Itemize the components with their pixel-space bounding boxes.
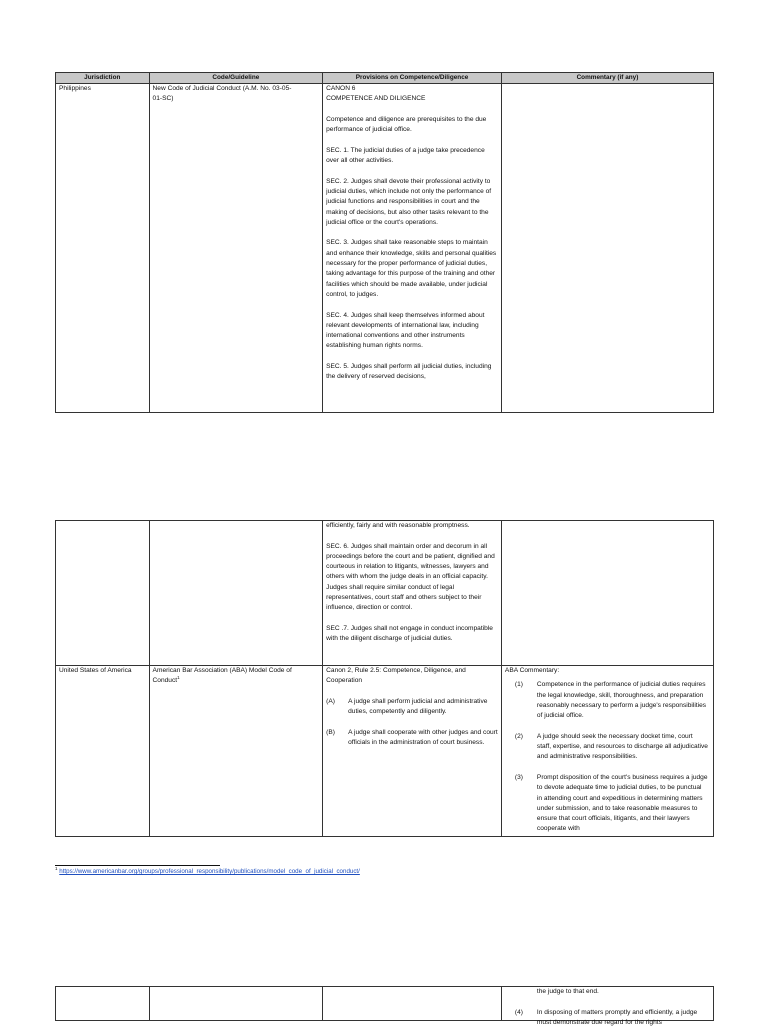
cell-code-usa [149, 666, 323, 837]
canon-title: CANON 6 [326, 85, 356, 92]
comparison-table-part-3 [55, 986, 714, 1026]
footnote-ref: 1 [177, 675, 180, 681]
header-commentary: Commentary (if any) [501, 73, 713, 84]
footnote-link[interactable]: https://www.americanbar.org/groups/professional_responsibility/publications/model_code_of_judicial_conduct/ [59, 868, 360, 875]
cell-provisions-empty [323, 987, 502, 1021]
cell-provisions-philippines-cont [323, 521, 502, 666]
jurisdiction-label: United States of America [59, 667, 132, 674]
jurisdiction-label: Philippines [59, 85, 91, 92]
canon-subtitle: COMPETENCE AND DILIGENCE [326, 95, 426, 103]
provision-paragraph: SEC .7. Judges shall not engage in conduct incompatible with the diligent discharge of judicial duties. [326, 624, 493, 643]
cell-commentary-usa-cont [501, 987, 713, 1026]
cell-jurisdiction-usa [56, 666, 150, 837]
provision-paragraph: Competence and diligence are prerequisites to the due performance of judicial office. [326, 115, 487, 134]
footnote-separator [55, 865, 220, 866]
footnote-mark: 1 [55, 865, 58, 871]
cell-commentary-philippines [501, 84, 713, 413]
cell-jurisdiction-empty [56, 521, 150, 666]
provision-paragraph: SEC. 5. Judges shall perform all judicial duties, including the delivery of reserved decisions, [326, 363, 492, 381]
header-jurisdiction: Jurisdiction [56, 73, 150, 84]
code-label: American Bar Association (ABA) Model Code of Conduct [152, 667, 292, 685]
cell-code-empty [149, 987, 323, 1021]
code-line: New Code of Judicial Conduct (A.M. No. 03-05- [152, 85, 292, 92]
cell-commentary-usa [501, 666, 713, 837]
provision-paragraph: SEC. 6. Judges shall maintain order and decorum in all proceedings before the court and be patient, dignified and courteous in relation to litigants, witnesses, lawyers and others with whom the judge deals in an official capacity. Judges shall require similar conduct of legal representatives, court staff and others subject to their influence, direction or control. [326, 542, 495, 612]
comparison-table-part-1 [55, 72, 714, 413]
list-item: (2) A judge should seek the necessary docket time, court staff, expertise, and resources to discharge all adjudicative and administrative responsibilities. [514, 732, 708, 761]
table-row [56, 84, 714, 413]
cell-jurisdiction-empty [56, 987, 150, 1021]
provision-paragraph: SEC. 2. Judges shall devote their professional activity to judicial duties, which include not only the performance of judicial functions and responsibilities in court and the making of decisions, but also other tasks relevant to the judicial office or the court's operations. [326, 177, 492, 226]
list-item: the judge to that end. [536, 988, 599, 995]
list-item: (1) Competence in the performance of judicial duties requires the legal knowledge, skill, thoroughness, and preparation reasonably necessary to perform a judge's responsibilities of judicial office. [514, 681, 707, 720]
rule-title: Canon 2, Rule 2.5: Competence, Diligence, and Cooperation [326, 667, 466, 685]
commentary-title: ABA Commentary: [504, 667, 560, 674]
provision-paragraph: SEC. 4. Judges shall keep themselves informed about relevant developments of international law, including international conventions and other instruments establishing human rights norms. [326, 311, 485, 350]
provision-list [326, 697, 498, 748]
provision-paragraph: SEC. 3. Judges shall take reasonable steps to maintain and enhance their knowledge, skills and personal qualities necessary for the proper performance of judicial duties, taking advantage for this purpose of the training and other facilities which should be made available, under judicial control, to judges. [326, 239, 497, 298]
provision-paragraph: efficiently, fairly and with reasonable promptness. [326, 522, 470, 529]
list-item: (4) In disposing of matters promptly and efficiently, a judge must demonstrate due regard for the rights [514, 1008, 698, 1026]
commentary-list [505, 680, 710, 834]
list-item: (A) A judge shall perform judicial and administrative duties, competently and diligently. [326, 697, 488, 716]
cell-provisions-philippines [323, 84, 502, 413]
header-code-guideline: Code/Guideline [149, 73, 323, 84]
table-header-row [56, 73, 714, 84]
table-row [56, 666, 714, 837]
cell-jurisdiction-philippines [56, 84, 150, 413]
list-item: (B) A judge shall cooperate with other judges and court officials in the administration of court business. [326, 728, 498, 747]
table-row [56, 521, 714, 666]
provision-paragraph: SEC. 1. The judicial duties of a judge take precedence over all other activities. [326, 146, 485, 165]
header-provisions: Provisions on Competence/Diligence [323, 73, 502, 84]
cell-code-empty [149, 521, 323, 666]
cell-code-philippines [149, 84, 323, 413]
comparison-table-part-2 [55, 520, 714, 837]
commentary-list [505, 987, 710, 1028]
list-item: (3) Prompt disposition of the court's business requires a judge to devote adequate time to judicial duties, to be punctual in attending court and expeditious in determining matters under submission, and to take reasonable measures to ensure that court officials, litigants, and their lawyers cooperate with [514, 773, 708, 833]
table-row [56, 987, 714, 1021]
footnote [55, 865, 360, 876]
cell-commentary-empty [501, 521, 713, 666]
cell-provisions-usa [323, 666, 502, 837]
code-line: 01-SC) [152, 95, 174, 103]
